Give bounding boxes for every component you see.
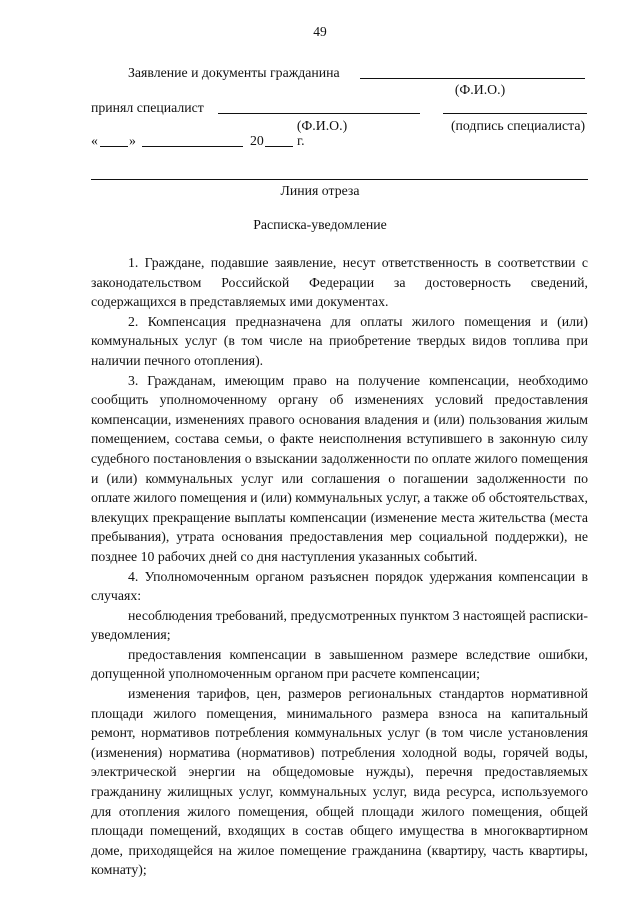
- paragraph: 1. Граждане, подавшие заявление, несут ответственность в соответствии с законодательством Российской Федерации за достоверность сведений, содержащихся в представляемых ими документах.: [91, 255, 588, 310]
- paragraph: изменения тарифов, цен, размеров региональных стандартов нормативной площади жилого помещения, минимального размера взноса на капитальный ремонт, нормативов потребления коммунальных услуг (в том числе установления (изменения) норматива (нормативов) потребления холодной воды, горячей воды, электрической энергии на общедомовые нужды), перечня предоставляемых гражданину жилищных услуг, коммунальных услуг, вида ресурса, используемого для отопления жилого помещения, общей площади жилого помещения, общей площади помещений, входящих в состав общего имущества в многоквартирном доме, приходящейся на жилое помещение гражданина (квартиру, часть квартиры, комнату);: [91, 686, 588, 878]
- cut-line: [91, 179, 588, 180]
- specialist-fio-caption: (Ф.И.О.): [296, 118, 348, 133]
- date-close-quote: »: [129, 133, 136, 148]
- applicant-fio-caption: (Ф.И.О.): [454, 82, 506, 97]
- signature-caption: (подпись специалиста): [450, 118, 586, 133]
- date-year-prefix: 20: [250, 133, 264, 148]
- date-open-quote: «: [91, 133, 98, 148]
- date-suffix: г.: [297, 133, 305, 148]
- paragraph: предоставления компенсации в завышенном размере вследствие ошибки, допущенной уполномоченным органом при расчете компенсации;: [91, 646, 588, 682]
- specialist-signature-line: [443, 113, 587, 114]
- paragraph: 2. Компенсация предназначена для оплаты жилого помещения и (или) коммунальных услуг (в том числе на приобретение твердых видов топлива при наличии печного отопления).: [91, 313, 588, 368]
- date-year-line: [265, 146, 293, 147]
- applicant-name-line: [360, 78, 585, 79]
- specialist-label: принял специалист: [91, 100, 204, 115]
- receipt-body: [91, 253, 588, 880]
- paragraph: 4. Уполномоченным органом разъяснен порядок удержания компенсации в случаях:: [91, 568, 588, 604]
- page-number: 49: [313, 24, 327, 39]
- applicant-label: Заявление и документы гражданина: [128, 65, 340, 80]
- receipt-title: Расписка-уведомление: [253, 217, 387, 232]
- paragraph: несоблюдения требований, предусмотренных пунктом 3 настоящей расписки-уведомления;: [91, 607, 588, 643]
- cut-label: Линия отреза: [280, 183, 360, 198]
- date-month-line: [142, 146, 243, 147]
- date-day-line: [100, 146, 128, 147]
- specialist-name-line: [218, 113, 420, 114]
- paragraph: 3. Гражданам, имеющим право на получение компенсации, необходимо сообщить уполномоченному органу об изменениях условий предоставления компенсации, изменениях правого основания владения и (или) пользования жилым помещением, состава семьи, о факте неисполнения вступившего в законную силу судебного постановления о взыскании задолженности по оплате жилого помещения и (или) коммунальных услуг или соглашения о погашении задолженности по оплате жилого помещения и (или) коммунальных услуг, а также об обстоятельствах, влекущих прекращение выплаты компенсации (изменение места жительства (места пребывания), утрата основания предоставления мер социальной поддержки), не позднее 10 рабочих дней со дня наступления указанных событий.: [91, 372, 588, 564]
